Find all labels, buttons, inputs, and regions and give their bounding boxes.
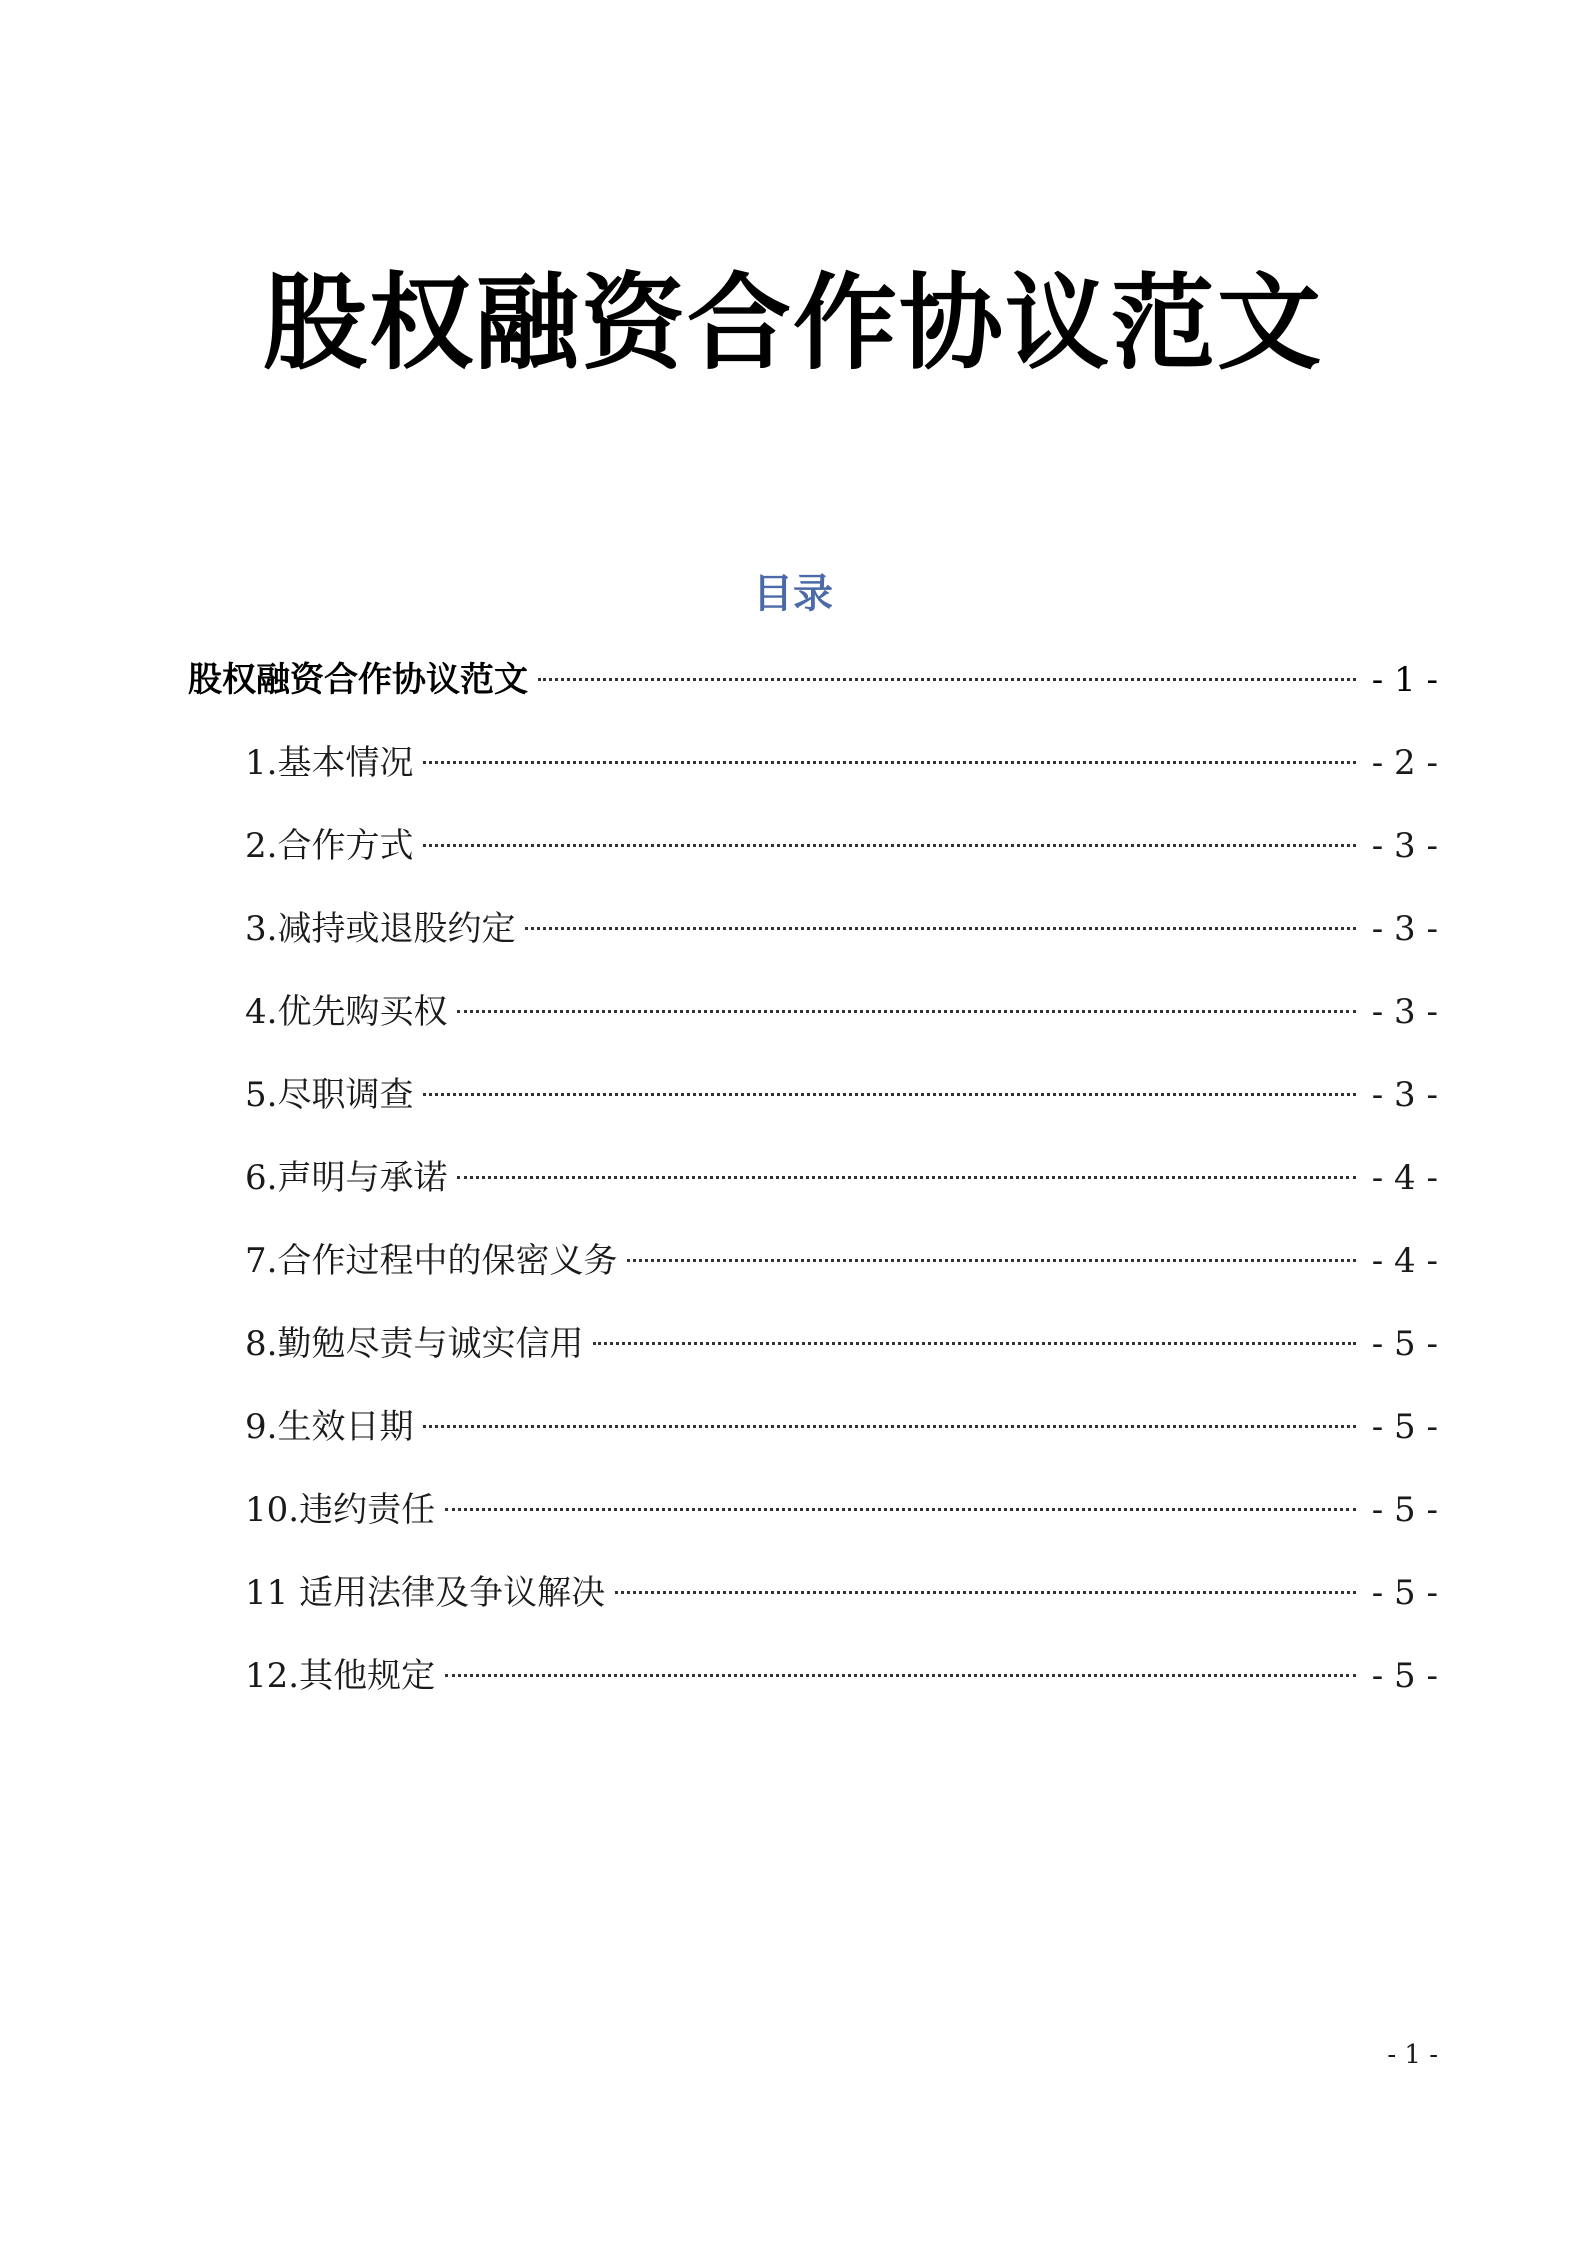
toc-dot-leader (423, 761, 1355, 764)
toc-entry-liability[interactable] (245, 1480, 1438, 1540)
toc-dot-leader (457, 1010, 1355, 1013)
toc-entry-preemptive-right[interactable] (245, 982, 1438, 1042)
toc-dot-leader (538, 678, 1356, 681)
toc-entry-effective-date[interactable] (245, 1397, 1438, 1457)
toc-page-number: - 5 - (1371, 1407, 1438, 1447)
toc-entry-text: 10.违约责任 (245, 1490, 436, 1530)
toc-page-number: - 5 - (1371, 1573, 1438, 1613)
toc-entry-text: 9.生效日期 (245, 1407, 414, 1447)
toc-entry-title[interactable] (188, 650, 1438, 710)
toc-entry-text: 5.尽职调查 (245, 1075, 414, 1115)
toc-dot-leader (457, 1176, 1355, 1179)
toc-entry-text: 6.声明与承诺 (245, 1158, 448, 1198)
toc-dot-leader (445, 1508, 1356, 1511)
toc-entry-text: 12.其他规定 (245, 1656, 436, 1696)
toc-entry-basic-info[interactable] (245, 733, 1438, 793)
toc-dot-leader (423, 1093, 1355, 1096)
toc-dot-leader (615, 1591, 1356, 1594)
toc-dot-leader (593, 1342, 1355, 1345)
toc-page-number: - 3 - (1371, 992, 1438, 1032)
toc-page-number: - 4 - (1371, 1241, 1438, 1281)
toc-entry-cooperation-method[interactable] (245, 816, 1438, 876)
toc-page-number: - 5 - (1371, 1656, 1438, 1696)
toc-entry-text: 7.合作过程中的保密义务 (245, 1241, 618, 1281)
toc-entry-text: 4.优先购买权 (245, 992, 448, 1032)
toc-dot-leader (423, 844, 1355, 847)
toc-entry-text: 股权融资合作协议范文 (188, 660, 528, 700)
page-number-footer: - 1 - (1387, 2040, 1438, 2070)
toc-entry-other-provisions[interactable] (245, 1646, 1438, 1706)
toc-page-number: - 5 - (1371, 1490, 1438, 1530)
toc-page-number: - 5 - (1371, 1324, 1438, 1364)
toc-dot-leader (525, 927, 1355, 930)
toc-dot-leader (627, 1259, 1355, 1262)
toc-entry-text: 8.勤勉尽责与诚实信用 (245, 1324, 584, 1364)
toc-entry-applicable-law[interactable] (245, 1563, 1438, 1623)
toc-page-number: - 2 - (1371, 743, 1438, 783)
document-title: 股权融资合作协议范文 (262, 262, 1323, 384)
toc-entry-reduction-withdrawal[interactable] (245, 899, 1438, 959)
toc-page-number: - 1 - (1371, 660, 1438, 700)
toc-entry-due-diligence[interactable] (245, 1065, 1438, 1125)
toc-entry-confidentiality[interactable] (245, 1231, 1438, 1291)
toc-entry-statements[interactable] (245, 1148, 1438, 1208)
toc-entry-text: 1.基本情况 (245, 743, 414, 783)
toc-dot-leader (423, 1425, 1355, 1428)
toc-heading: 目录 (753, 571, 833, 617)
toc-entry-text: 3.减持或退股约定 (245, 909, 516, 949)
toc-page-number: - 3 - (1371, 1075, 1438, 1115)
toc-dot-leader (445, 1674, 1356, 1677)
toc-entry-diligence-integrity[interactable] (245, 1314, 1438, 1374)
toc-page-number: - 4 - (1371, 1158, 1438, 1198)
toc-entry-text: 2.合作方式 (245, 826, 414, 866)
toc-entry-text: 11 适用法律及争议解决 (245, 1573, 606, 1613)
toc-page-number: - 3 - (1371, 826, 1438, 866)
toc-page-number: - 3 - (1371, 909, 1438, 949)
